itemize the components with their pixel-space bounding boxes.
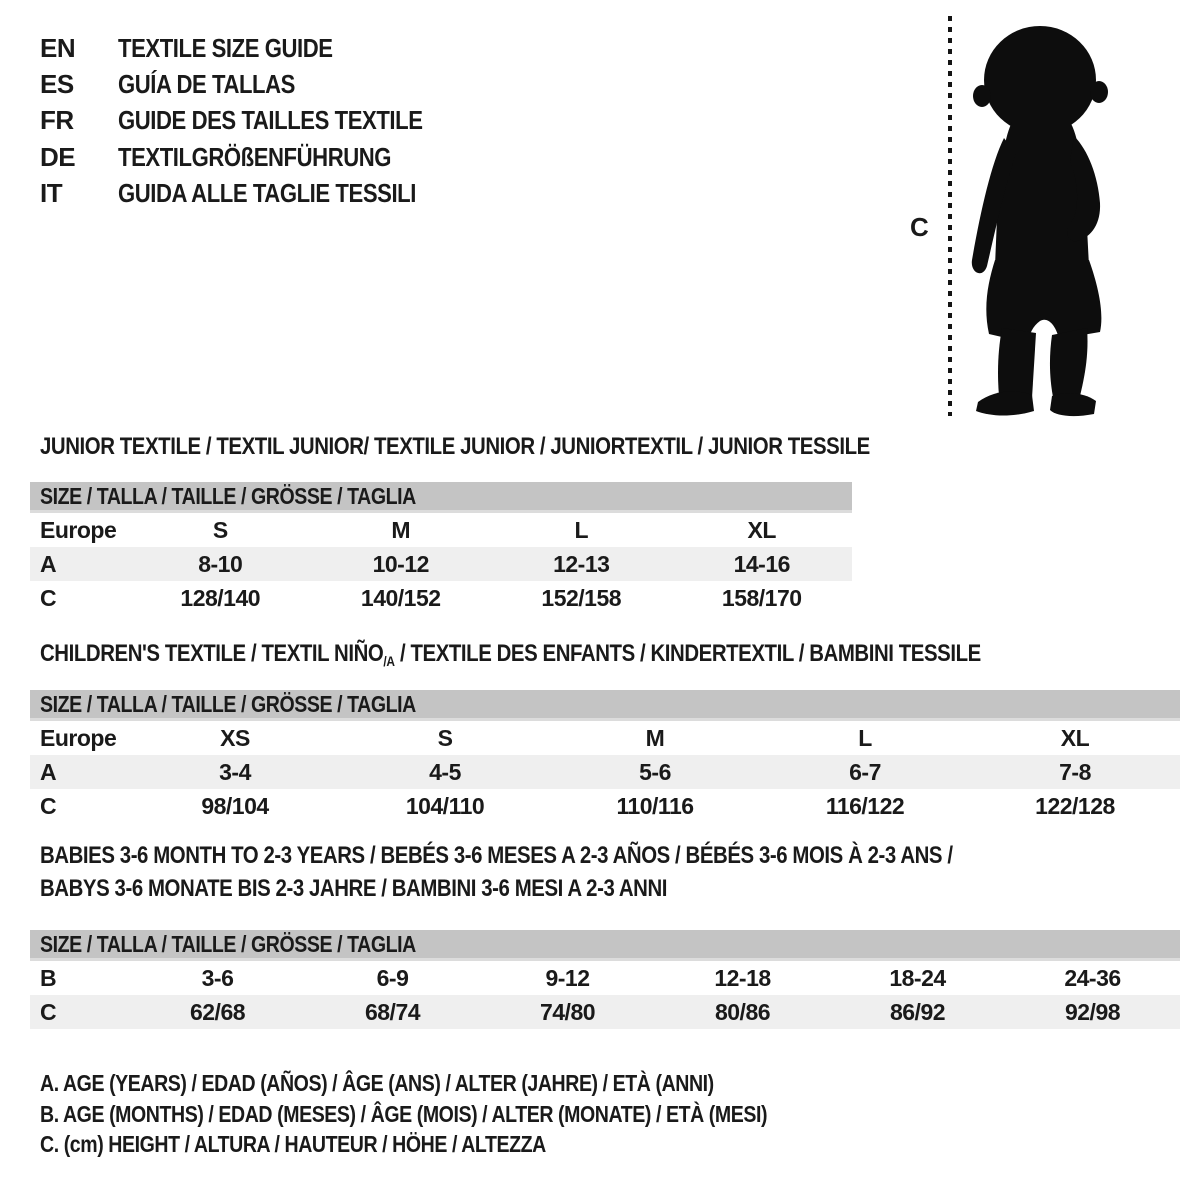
lang-title: TEXTILE SIZE GUIDE (118, 32, 333, 63)
row-label: C (40, 792, 57, 819)
size-cell: S (212, 516, 228, 543)
table-row-age-years (30, 755, 1180, 789)
lang-code: DE (40, 141, 76, 172)
lang-title: GUIDE DES TAILLES TEXTILE (118, 105, 423, 136)
table-row-height (30, 581, 852, 615)
babies-title-line2-text: BABYS 3-6 MONATE BIS 2-3 JAHRE / BAMBINI 3-6 MESI A 2-3 ANNI (40, 875, 668, 902)
size-cell: 3-4 (219, 758, 251, 785)
language-title-block (40, 30, 476, 212)
size-cell: 10-12 (372, 550, 429, 577)
size-cell: 140/152 (360, 584, 441, 611)
legend-line-a (40, 1070, 833, 1097)
table-row-height (30, 789, 1180, 823)
size-cell: 12-18 (714, 964, 771, 991)
size-cell: L (574, 516, 589, 543)
size-cell: 24-36 (1064, 964, 1121, 991)
children-title-subscript: /A (383, 653, 395, 669)
size-header-band (30, 930, 1180, 961)
lang-code: FR (40, 105, 74, 136)
legend-line-c-text: C. (cm) HEIGHT / ALTURA / HAUTEUR / HÖHE / ALTEZZA (40, 1131, 546, 1157)
size-cell: 5-6 (639, 758, 671, 785)
size-cell: 74/80 (539, 998, 596, 1025)
babies-title-line1-text: BABIES 3-6 MONTH TO 2-3 YEARS / BEBÉS 3-6 MESES A 2-3 AÑOS / BÉBÉS 3-6 MOIS À 2-3 ANS / (40, 842, 953, 869)
size-cell: 152/158 (541, 584, 622, 611)
size-cell: M (645, 724, 665, 751)
table-row-age-months (30, 961, 1180, 995)
size-cell: 6-7 (849, 758, 881, 785)
size-cell: 18-24 (889, 964, 946, 991)
size-header-text: SIZE / TALLA / TAILLE / GRÖSSE / TAGLIA (40, 930, 416, 957)
children-section-title-text (40, 640, 981, 668)
height-dashed-line (948, 16, 952, 416)
size-cell: 62/68 (189, 998, 246, 1025)
legend-line-b (40, 1101, 895, 1128)
babies-size-table (30, 930, 1180, 1029)
size-header-band (30, 482, 852, 513)
junior-section-title-text: JUNIOR TEXTILE / TEXTIL JUNIOR/ TEXTILE JUNIOR / JUNIORTEXTIL / JUNIOR TESSILE (40, 433, 870, 460)
table-row-europe (30, 721, 1180, 755)
lang-title: TEXTILGRÖßENFÜHRUNG (118, 141, 392, 172)
size-cell: XS (220, 724, 250, 751)
table-row-age-years (30, 547, 852, 581)
junior-size-table (30, 482, 852, 615)
babies-section-title-line2 (40, 875, 778, 903)
size-cell: L (858, 724, 872, 751)
children-title-suffix: / TEXTILE DES ENFANTS / KINDERTEXTIL / BAMBINI TESSILE (394, 640, 981, 667)
size-cell: 12-13 (553, 550, 610, 577)
row-label: Europe (40, 724, 117, 751)
row-label: Europe (40, 516, 117, 543)
size-cell: 98/104 (201, 792, 269, 819)
size-cell: XL (747, 516, 776, 543)
size-cell: 14-16 (733, 550, 790, 577)
lang-row-es (40, 66, 476, 102)
size-cell: 122/128 (1035, 792, 1115, 819)
size-cell: 92/98 (1064, 998, 1121, 1025)
size-cell: 104/110 (405, 792, 485, 819)
lang-code: IT (40, 178, 63, 209)
row-label: A (40, 550, 57, 577)
children-size-table (30, 690, 1180, 823)
table-row-europe (30, 513, 852, 547)
lang-row-de (40, 139, 476, 175)
legend-line-c (40, 1131, 635, 1158)
size-header-band (30, 690, 1180, 721)
size-cell: 80/86 (714, 998, 771, 1025)
legend-line-b-text: B. AGE (MONTHS) / EDAD (MESES) / ÂGE (MOIS) / ALTER (MONATE) / ETÀ (MESI) (40, 1101, 768, 1127)
size-cell: 128/140 (180, 584, 261, 611)
size-cell: 68/74 (364, 998, 421, 1025)
lang-title: GUÍA DE TALLAS (118, 69, 295, 100)
size-cell: 6-9 (376, 964, 409, 991)
lang-title: GUIDA ALLE TAGLIE TESSILI (118, 178, 416, 209)
row-label: A (40, 758, 57, 785)
size-cell: 110/116 (616, 792, 694, 819)
size-cell: 8-10 (198, 550, 243, 577)
size-cell: 9-12 (545, 964, 590, 991)
size-cell: 158/170 (721, 584, 802, 611)
row-label: B (40, 964, 57, 991)
size-header-text: SIZE / TALLA / TAILLE / GRÖSSE / TAGLIA (40, 482, 416, 509)
row-label: C (40, 584, 57, 611)
size-cell: M (391, 516, 411, 543)
babies-section-title-line1 (40, 842, 1114, 870)
children-section-title (40, 640, 1147, 668)
lang-code: ES (40, 69, 74, 100)
size-header-text: SIZE / TALLA / TAILLE / GRÖSSE / TAGLIA (40, 690, 416, 717)
row-label: C (40, 998, 57, 1025)
children-title-prefix: CHILDREN'S TEXTILE / TEXTIL NIÑO (40, 640, 384, 667)
size-cell: 7-8 (1059, 758, 1091, 785)
size-cell: 116/122 (825, 792, 905, 819)
size-cell: S (437, 724, 453, 751)
junior-section-title (40, 433, 1016, 461)
lang-row-it (40, 176, 476, 212)
lang-row-en (40, 30, 476, 66)
height-measure-label: C (910, 212, 929, 242)
size-cell: 86/92 (889, 998, 946, 1025)
lang-code: EN (40, 32, 76, 63)
lang-row-fr (40, 103, 476, 139)
size-cell: 4-5 (429, 758, 461, 785)
legend-line-a-text: A. AGE (YEARS) / EDAD (AÑOS) / ÂGE (ANS) / ALTER (JAHRE) / ETÀ (ANNI) (40, 1070, 714, 1096)
size-cell: 3-6 (201, 964, 234, 991)
table-row-height (30, 995, 1180, 1029)
size-cell: XL (1060, 724, 1090, 751)
baby-silhouette-icon (962, 18, 1138, 418)
